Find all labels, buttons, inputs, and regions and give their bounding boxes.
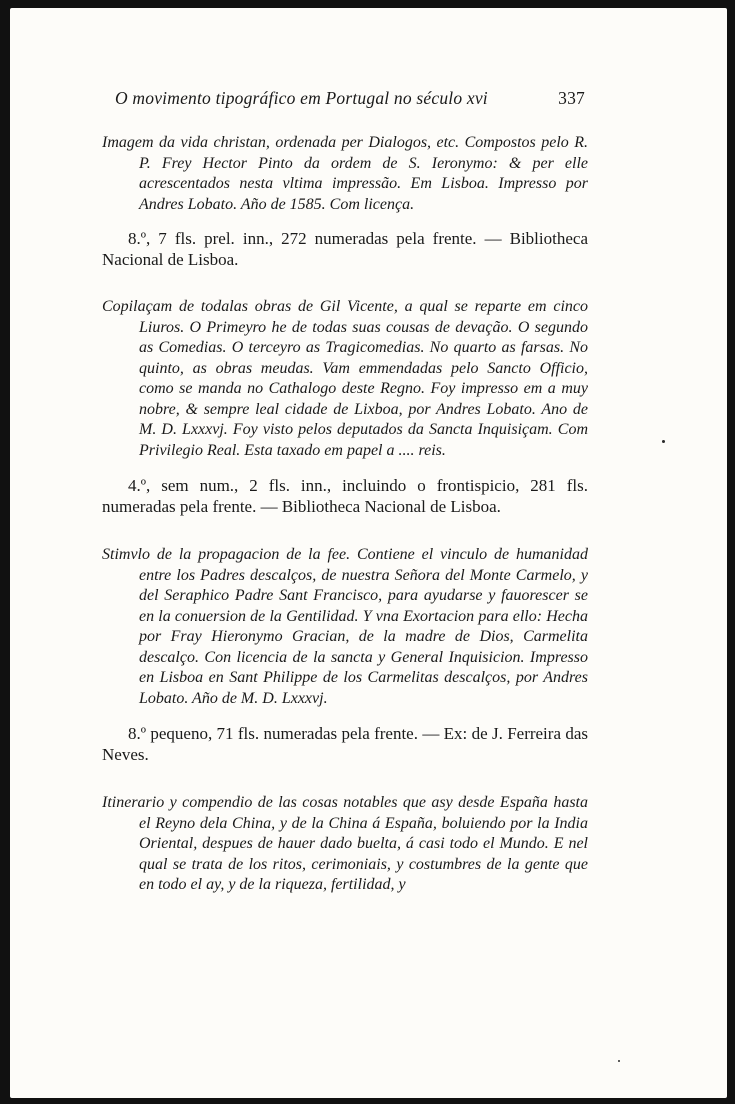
entry-note: 4.º, sem num., 2 fls. inn., incluindo o frontispicio, 281 fls. numeradas pela frente. — Bibliotheca Nacional de Lisboa.: [102, 476, 588, 516]
entry-note: 8.º pequeno, 71 fls. numeradas pela frente. — Ex: de J. Ferreira das Neves.: [102, 724, 588, 764]
entry-title: Stimvlo de la propagacion de la fee. Contiene el vinculo de humanidad entre los Padres descalços, de nuestra Señora del Monte Carmelo, y del Seraphico Padre Sant Francisco, para ayudarse y fauorescer se en la conuersion de la Gentilidad. Y vna Exortacion para ello: Hecha por Fray Hieronymo Gracian, de la madre de Dios, Carmelita descalço. Con licencia de la sancta y General Inquisicion. Impresso en Lisboa en Sant Philippe de los Carmelitas descalços, por Andres Lobato. Año de M. D. Lxxxvj.: [102, 546, 588, 707]
entry-title: Imagem da vida christan, ordenada per Dialogos, etc. Compostos pelo R. P. Frey Hector Pinto da ordem de S. Ieronymo: & per elle acrescentados nesta vltima impressão. Em Lisboa. Impresso por Andres Lobato. Año de 1585. Com licença.: [102, 134, 588, 213]
ink-speck: [618, 1060, 620, 1062]
entry-note: 8.º, 7 fls. prel. inn., 272 numeradas pela frente. — Bibliotheca Nacional de Lisboa.: [102, 229, 588, 269]
text-column: [102, 133, 588, 896]
entry-title: Itinerario y compendio de las cosas notables que asy desde España hasta el Reyno dela China, y de la China á España, boluiendo por la India Oriental, despues de hauer dado buelta, á casi todo el Mundo. E nel qual se trata de los ritos, cerimoniais, y costumbres de la gente que en todo el ay, y de la riqueza, fertilidad, y: [102, 794, 588, 893]
running-header: [115, 88, 585, 109]
entry-title: Copilaçam de todalas obras de Gil Vicente, a qual se reparte em cinco Liuros. O Primeyro he de todas suas cousas de devação. O segundo as Comedias. O terceyro as Tragicomedias. No quarto as farsas. No quinto, as obras meudas. Vam emmendadas pelo Sancto Officio, como se manda no Cathalogo deste Regno. Foy impresso em a muy nobre, & sempre leal cidade de Lixboa, por Andres Lobato. Ano de M. D. Lxxxvj. Foy visto pelos deputados da Sancta Inquisiçam. Com Privilegio Real. Esta taxado em papel a .... reis.: [102, 298, 588, 459]
page-number: 337: [558, 88, 585, 108]
book-page: [10, 8, 727, 1098]
running-title: O movimento tipográfico em Portugal no século xvi: [115, 88, 488, 108]
ink-speck: [662, 440, 665, 443]
